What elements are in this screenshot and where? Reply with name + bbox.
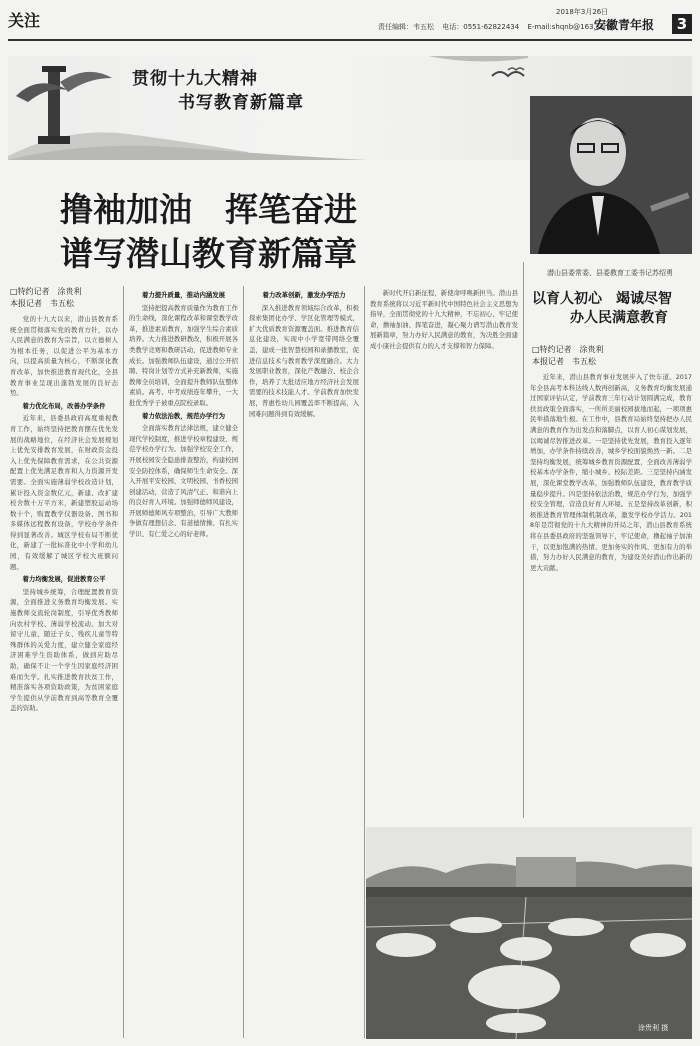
column-divider (123, 286, 124, 1038)
section-title: 关注 (8, 11, 41, 30)
contact-line (378, 22, 617, 32)
article-paragraph-4: 全面落实教育法律法规，建立健全现代学校制度，推进学校章程建设，规范学校办学行为。加强学校安全工作，开展校园安全隐患排查整治，构建校园安全防控体系，确保师生生命安全。深入开展平安校园、文明校园、书香校园创建活动，营造了风清气正、和谐向上的良好育人环境。加强师德师风建设，开展师德师风专项整治，引导广大教师争做有理想信念、有道德情操、有扎实学识、有仁爱之心的好老师。 (129, 424, 238, 539)
article-paragraph-5: 深入推进教育领域综合改革，积极探索集团化办学、学区化管理等模式，扩大优质教育资源覆盖面。推进教育信息化建设，实现中小学宽带网络全覆盖，建成一批智慧校园和录播教室，促进信息技术与教育教学深度融合。大力发展职业教育，深化产教融合、校企合作，培养了大批适应地方经济社会发展需要的技术技能人才。学前教育加快发展，普惠性幼儿园覆盖率不断提高，入园难问题得到有效缓解。 (249, 303, 359, 418)
byline-right (532, 344, 604, 368)
masthead: 安徽青年报 (594, 18, 655, 32)
monument-icon (16, 66, 112, 144)
sports-field-image (366, 827, 692, 1039)
right-article-title-2: 办人民满意教育 (570, 310, 668, 326)
headline-line-2: 谱写潜山教育新篇章 (60, 234, 357, 273)
byline-left (10, 286, 82, 310)
right-article-title-1: 以育人初心 竭诚尽智 (532, 291, 672, 307)
page-number: 3 (672, 14, 692, 34)
article-paragraph-1: 近年来，县委县政府高度重视教育工作，始终坚持把教育摆在优先发展的战略地位，在经济社会发展规划上优先安排教育发展，在财政资金投入上优先保障教育需求，在公共资源配置上优先满足教育和人力资源开发需要。全面实施薄弱学校改造计划，累计投入资金数亿元，新建、改扩建校舍数十万平方米，新建塑胶运动场数十个，购置教学仪器设备、图书和多媒体远程教育设备，学校办学条件得到显著改善。城区学校布局不断优化，新建了一批标准化中小学和幼儿园，有效缓解了城区学校大班额问题。 (10, 414, 118, 571)
article-subhead-3: 着力提升质量，推动内涵发展 (141, 291, 226, 299)
editor-name: 责任编辑：韦五松 (378, 23, 434, 31)
banner-line-1: 贯彻十九大精神 (132, 69, 258, 89)
sports-field-photo (366, 827, 692, 1039)
article-column-3 (249, 288, 359, 1038)
article-subhead-5: 着力改革创新，激发办学活力 (262, 291, 346, 299)
article-paragraph-2: 坚持城乡统筹，合理配置教育资源，全面推进义务教育均衡发展。实施教师交流轮岗制度，引导优秀教师向农村学校、薄弱学校流动。加大对留守儿童、随迁子女、残疾儿童等特殊群体的关爱力度，建立健全家庭经济困难学生资助体系，做到应助尽助，确保不让一个学生因家庭经济困难而失学。扎实推进教育扶贫工作，精准落实各项资助政策，为贫困家庭学生提供从学前教育到高等教育全覆盖的资助。 (10, 587, 118, 713)
issue-date: 2018年3月26日 (556, 8, 609, 16)
column-divider (523, 262, 524, 818)
article-column-4 (370, 288, 518, 818)
article-subhead-1: 着力优化布局，改善办学条件 (22, 401, 106, 410)
byline-reporter: □特约记者 涂贵利 (10, 287, 82, 296)
headline-line-1: 撸袖加油 挥笔奋进 (60, 190, 357, 229)
contact-email: E-mail:shqnb@163.com (527, 23, 611, 31)
right-article-paragraph: 近年来，潜山县教育事业发展步入了快车道。2017年全县高考本科达线人数再创新高，义务教育均衡发展通过国家评估认定，学前教育三年行动计划圆满完成，教育扶贫政策全面落实，一所所美丽校园拔地而起，一项项惠民举措落地生根。在工作中，县教育局始终坚持把办人民满意的教育作为出发点和落脚点，以育人初心谋划发展，以竭诚尽智推进改革。一是坚持优先发展，教育投入逐年增加，办学条件持续改善，城乡学校面貌焕然一新。二是坚持均衡发展，统筹城乡教育资源配置，全面改善薄弱学校基本办学条件，缩小城乡、校际差距。三是坚持内涵发展，深化课堂教学改革，加强教师队伍建设，教育教学质量稳步提升。四是坚持依法治教，规范办学行为，加强学校安全管理，营造良好育人环境。五是坚持改革创新，积极推进教育管理体制机制改革，激发学校办学活力。2018年是贯彻党的十九大精神的开局之年，潜山县教育系统将在县委县政府的坚强领导下，牢记使命，撸起袖子加油干，以更加饱满的热情、更加务实的作风、更加有力的举措，努力办好人民满意的教育，为建设美好潜山作出新的更大贡献。 (530, 373, 692, 572)
right-article-body (530, 372, 692, 818)
column-divider (364, 286, 365, 1038)
right-byline-staff: 本报记者 韦五松 (532, 357, 596, 366)
photo-credit: 涂贵利 摄 (638, 1024, 669, 1032)
portrait-photo (530, 96, 692, 254)
article-column-2 (129, 288, 238, 1038)
byline-staff: 本报记者 韦五松 (10, 299, 74, 308)
banner-line-2: 书写教育新篇章 (178, 93, 304, 113)
portrait-image (530, 96, 692, 254)
article-subhead-4: 着力依法治教，规范办学行为 (141, 411, 226, 420)
column-divider (243, 286, 244, 1038)
header-rule (8, 39, 692, 41)
article-intro: 党的十九大以来，潜山县教育系统全面贯彻落实党的教育方针，以办人民满意的教育为宗旨，以立德树人为根本任务，以促进公平为基本方向，以提高质量为核心，不断深化教育改革，加快推进教育现代化，全县教育事业呈现出蓬勃发展的良好态势。 (10, 315, 118, 398)
article-subhead-2: 着力均衡发展，促进教育公平 (22, 575, 106, 584)
portrait-caption: 潜山县委常委、县委教育工委书记苏绍勇 (547, 269, 673, 277)
right-byline-reporter: □特约记者 涂贵利 (532, 345, 604, 354)
article-paragraph-6: 新时代开启新征程，新使命呼唤新担当。潜山县教育系统将以习近平新时代中国特色社会主义思想为指导，全面贯彻党的十九大精神，不忘初心、牢记使命，撸袖加油、挥笔奋进，凝心聚力谱写潜山教育发展新篇章，努力办好人民满意的教育，为决胜全面建成小康社会提供有力的人才支撑和智力保障。 (370, 289, 518, 350)
flying-bird-icon (492, 68, 524, 76)
article-paragraph-3: 坚持把提高教育质量作为教育工作的生命线，深化课程改革和课堂教学改革，推进素质教育，加强学生综合素质培养。大力推进教研教改，积极开展各类教学竞赛和教研活动，促进教师专业成长。加强教师队伍建设，通过公开招聘、特岗计划等方式补充新教师，实施教师全员培训，全面提升教师队伍整体素质。高考、中考成绩连年攀升，一大批优秀学子被重点院校录取。 (129, 303, 238, 407)
contact-phone: 电话：0551-62822434 (442, 23, 520, 31)
article-column-1 (10, 314, 118, 1038)
